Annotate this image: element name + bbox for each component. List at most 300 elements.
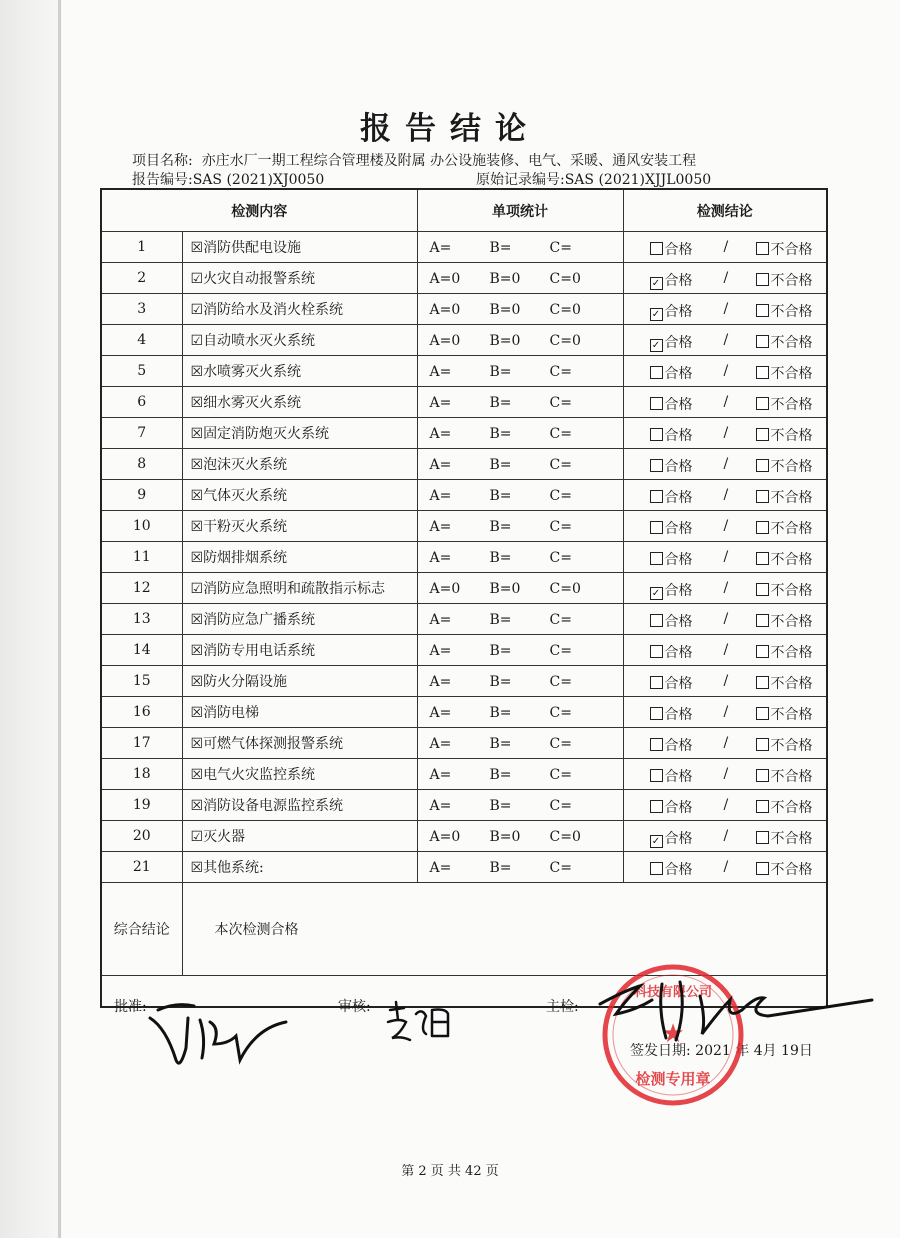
- item-cell: [182, 697, 417, 728]
- item-name: 消防专用电话系统: [203, 643, 316, 659]
- stat-a: A=: [429, 426, 452, 442]
- item-name: 消防应急广播系统: [203, 612, 316, 628]
- stat-b: B=0: [489, 271, 521, 287]
- fail-option: [756, 270, 813, 290]
- fail-option: [756, 859, 813, 879]
- stat-b: B=: [489, 705, 512, 721]
- result-cell: [623, 666, 827, 697]
- item-name: 可燃气体探测报警系统: [203, 736, 344, 752]
- header-conclusion: 检测结论: [623, 189, 827, 232]
- stat-b: B=: [489, 488, 512, 504]
- pass-option: [650, 611, 693, 631]
- table-row: [101, 604, 827, 635]
- project-name: 亦庄水厂一期工程综合管理楼及附属 办公设施装修、电气、采暖、通风安装工程: [201, 153, 697, 169]
- stat-b: B=: [489, 674, 512, 690]
- item-checkbox: ☒: [190, 643, 204, 659]
- binding-margin: [0, 0, 60, 1238]
- stats-cell: [417, 759, 623, 790]
- table-row: [101, 728, 827, 759]
- result-cell: [623, 356, 827, 387]
- row-number: 3: [101, 294, 182, 325]
- pass-label: 合格: [664, 583, 693, 599]
- item-cell: [182, 635, 417, 666]
- item-name: 防火分隔设施: [203, 674, 288, 690]
- item-name: 泡沫灭火系统: [203, 457, 288, 473]
- result-cell: [623, 511, 827, 542]
- item-checkbox: ☒: [190, 364, 204, 380]
- record-number-value: SAS (2021)XJJL0050: [564, 172, 712, 188]
- item-cell: [182, 325, 417, 356]
- pass-label: 合格: [664, 366, 693, 382]
- item-checkbox: ☒: [190, 426, 204, 442]
- pass-option: [650, 270, 693, 290]
- item-checkbox: ☑: [190, 333, 204, 349]
- stat-c: C=0: [549, 581, 581, 597]
- stat-a: A=: [429, 457, 452, 473]
- row-number: 14: [101, 635, 182, 666]
- pass-checkbox: [650, 645, 663, 658]
- stat-b: B=: [489, 240, 512, 256]
- row-number: 18: [101, 759, 182, 790]
- stat-c: C=: [549, 767, 572, 783]
- stat-c: C=: [549, 364, 572, 380]
- result-cell: [623, 387, 827, 418]
- stats-cell: [417, 790, 623, 821]
- stats-cell: [417, 635, 623, 666]
- fail-label: 不合格: [770, 800, 813, 816]
- pass-label: 合格: [664, 862, 693, 878]
- table-row: [101, 759, 827, 790]
- pass-checkbox: [650, 428, 663, 441]
- separator: /: [723, 425, 729, 441]
- row-number: 19: [101, 790, 182, 821]
- stats-cell: [417, 356, 623, 387]
- table-header-row: [101, 189, 827, 232]
- item-name: 灭火器: [203, 829, 246, 845]
- stat-b: B=: [489, 364, 512, 380]
- table-row: [101, 418, 827, 449]
- approver-signature: [136, 988, 296, 1078]
- table-row: [101, 263, 827, 294]
- item-cell: [182, 232, 417, 263]
- pass-option: [650, 518, 693, 538]
- stat-b: B=: [489, 457, 512, 473]
- pass-checkbox: [650, 366, 663, 379]
- fail-option: [756, 673, 813, 693]
- fail-label: 不合格: [770, 459, 813, 475]
- fail-label: 不合格: [770, 831, 813, 847]
- item-checkbox: ☑: [190, 581, 204, 597]
- table-row: [101, 635, 827, 666]
- separator: /: [723, 456, 729, 472]
- item-cell: [182, 790, 417, 821]
- fail-checkbox: [756, 800, 769, 813]
- fail-checkbox: [756, 242, 769, 255]
- item-checkbox: ☒: [190, 519, 204, 535]
- pass-checkbox: [650, 707, 663, 720]
- row-number: 16: [101, 697, 182, 728]
- fail-label: 不合格: [770, 645, 813, 661]
- pass-option: [650, 580, 693, 600]
- pass-label: 合格: [664, 738, 693, 754]
- separator: /: [723, 580, 729, 596]
- item-checkbox: ☒: [190, 612, 204, 628]
- stats-cell: [417, 449, 623, 480]
- item-checkbox: ☒: [190, 395, 204, 411]
- pass-label: 合格: [664, 800, 693, 816]
- fail-option: [756, 549, 813, 569]
- item-checkbox: ☑: [190, 829, 204, 845]
- report-number-value: SAS (2021)XJ0050: [192, 172, 325, 188]
- fail-checkbox: [756, 428, 769, 441]
- row-number: 5: [101, 356, 182, 387]
- result-cell: [623, 263, 827, 294]
- item-cell: [182, 449, 417, 480]
- row-number: 15: [101, 666, 182, 697]
- row-number: 4: [101, 325, 182, 356]
- stat-a: A=: [429, 674, 452, 690]
- stats-cell: [417, 325, 623, 356]
- pass-checkbox: ✓: [650, 308, 663, 321]
- fail-option: [756, 301, 813, 321]
- result-cell: [623, 418, 827, 449]
- fail-label: 不合格: [770, 862, 813, 878]
- pass-label: 合格: [664, 552, 693, 568]
- separator: /: [723, 518, 729, 534]
- pass-option: [650, 673, 693, 693]
- fail-checkbox: [756, 459, 769, 472]
- separator: /: [723, 704, 729, 720]
- seal-star: ★: [661, 1019, 685, 1049]
- result-cell: [623, 759, 827, 790]
- separator: /: [723, 394, 729, 410]
- stat-a: A=: [429, 364, 452, 380]
- item-cell: [182, 728, 417, 759]
- pass-checkbox: [650, 242, 663, 255]
- fail-label: 不合格: [770, 738, 813, 754]
- stat-b: B=: [489, 736, 512, 752]
- fail-option: [756, 580, 813, 600]
- row-number: 21: [101, 852, 182, 883]
- stat-a: A=0: [429, 829, 461, 845]
- row-number: 10: [101, 511, 182, 542]
- fail-label: 不合格: [770, 614, 813, 630]
- item-name: 干粉灭火系统: [203, 519, 288, 535]
- stat-c: C=: [549, 798, 572, 814]
- fail-label: 不合格: [770, 397, 813, 413]
- stats-cell: [417, 232, 623, 263]
- reviewer-signature: [382, 996, 462, 1048]
- fail-label: 不合格: [770, 273, 813, 289]
- report-number-label: 报告编号:: [132, 172, 193, 188]
- pass-option: [650, 425, 693, 445]
- stat-a: A=: [429, 519, 452, 535]
- pass-option: [650, 301, 693, 321]
- item-cell: [182, 604, 417, 635]
- pass-label: 合格: [664, 242, 693, 258]
- item-checkbox: ☒: [190, 767, 204, 783]
- pass-checkbox: ✓: [650, 587, 663, 600]
- pass-option: [650, 456, 693, 476]
- seal-text: 检测专用章: [635, 1070, 711, 1088]
- record-number-label: 原始记录编号:: [476, 172, 565, 188]
- item-checkbox: ☒: [190, 488, 204, 504]
- item-name: 防烟排烟系统: [203, 550, 288, 566]
- fail-checkbox: [756, 738, 769, 751]
- stat-b: B=: [489, 550, 512, 566]
- stat-a: A=0: [429, 271, 461, 287]
- item-cell: [182, 263, 417, 294]
- fail-checkbox: [756, 490, 769, 503]
- item-checkbox: ☒: [190, 457, 204, 473]
- stat-c: C=: [549, 674, 572, 690]
- pass-label: 合格: [664, 831, 693, 847]
- fail-option: [756, 239, 813, 259]
- stats-cell: [417, 666, 623, 697]
- header-stats: 单项统计: [417, 189, 623, 232]
- table-row: [101, 573, 827, 604]
- fail-option: [756, 363, 813, 383]
- pass-option: [650, 487, 693, 507]
- pass-label: 合格: [664, 459, 693, 475]
- record-number-line: [476, 171, 711, 189]
- pass-checkbox: [650, 676, 663, 689]
- separator: /: [723, 611, 729, 627]
- stat-c: C=0: [549, 302, 581, 318]
- pass-label: 合格: [664, 428, 693, 444]
- stat-a: A=: [429, 395, 452, 411]
- table-row: [101, 542, 827, 573]
- row-number: 11: [101, 542, 182, 573]
- item-checkbox: ☒: [190, 674, 204, 690]
- item-checkbox: ☒: [190, 240, 204, 256]
- separator: /: [723, 828, 729, 844]
- pass-option: [650, 828, 693, 848]
- pass-option: [650, 332, 693, 352]
- fail-option: [756, 456, 813, 476]
- item-name: 自动喷水灭火系统: [203, 333, 316, 349]
- separator: /: [723, 487, 729, 503]
- item-cell: [182, 666, 417, 697]
- stat-a: A=0: [429, 333, 461, 349]
- pass-checkbox: [650, 800, 663, 813]
- pass-label: 合格: [664, 769, 693, 785]
- table-row: [101, 325, 827, 356]
- result-cell: [623, 573, 827, 604]
- review-label: 审核:: [338, 999, 371, 1015]
- fail-checkbox: [756, 614, 769, 627]
- fail-label: 不合格: [770, 583, 813, 599]
- pass-label: 合格: [664, 614, 693, 630]
- pass-checkbox: [650, 521, 663, 534]
- item-cell: [182, 511, 417, 542]
- pass-label: 合格: [664, 521, 693, 537]
- item-cell: [182, 852, 417, 883]
- result-cell: [623, 635, 827, 666]
- stat-a: A=: [429, 767, 452, 783]
- page-title: 报告结论: [360, 111, 540, 147]
- stat-a: A=0: [429, 302, 461, 318]
- header-content: 检测内容: [101, 189, 417, 232]
- stats-cell: [417, 728, 623, 759]
- stat-c: C=: [549, 550, 572, 566]
- table-row: [101, 294, 827, 325]
- stat-c: C=: [549, 457, 572, 473]
- pass-option: [650, 704, 693, 724]
- stats-cell: [417, 697, 623, 728]
- stat-b: B=: [489, 395, 512, 411]
- item-cell: [182, 542, 417, 573]
- stat-c: C=: [549, 240, 572, 256]
- stat-c: C=0: [549, 333, 581, 349]
- fail-option: [756, 735, 813, 755]
- result-cell: [623, 604, 827, 635]
- pass-option: [650, 797, 693, 817]
- row-number: 2: [101, 263, 182, 294]
- fail-checkbox: [756, 552, 769, 565]
- fail-label: 不合格: [770, 521, 813, 537]
- pass-option: [650, 394, 693, 414]
- result-cell: [623, 325, 827, 356]
- stat-c: C=: [549, 488, 572, 504]
- result-cell: [623, 449, 827, 480]
- stat-b: B=: [489, 643, 512, 659]
- fail-label: 不合格: [770, 428, 813, 444]
- row-number: 6: [101, 387, 182, 418]
- page-number: 第 2 页 共 42 页: [401, 1164, 499, 1179]
- fail-checkbox: [756, 366, 769, 379]
- table-row: [101, 480, 827, 511]
- fail-option: [756, 642, 813, 662]
- pass-checkbox: [650, 738, 663, 751]
- item-cell: [182, 759, 417, 790]
- item-cell: [182, 387, 417, 418]
- pass-label: 合格: [664, 273, 693, 289]
- pass-option: [650, 859, 693, 879]
- table-row: [101, 449, 827, 480]
- row-number: 7: [101, 418, 182, 449]
- item-name: 其他系统:: [203, 860, 264, 876]
- fail-option: [756, 394, 813, 414]
- stat-c: C=: [549, 736, 572, 752]
- separator: /: [723, 859, 729, 875]
- item-checkbox: ☒: [190, 860, 204, 876]
- item-cell: [182, 418, 417, 449]
- stat-c: C=: [549, 705, 572, 721]
- separator: /: [723, 239, 729, 255]
- pass-checkbox: ✓: [650, 277, 663, 290]
- row-number: 8: [101, 449, 182, 480]
- fail-option: [756, 828, 813, 848]
- item-checkbox: ☒: [190, 705, 204, 721]
- stat-c: C=0: [549, 829, 581, 845]
- stat-a: A=: [429, 860, 452, 876]
- pass-checkbox: ✓: [650, 339, 663, 352]
- fail-checkbox: [756, 335, 769, 348]
- stat-a: A=: [429, 736, 452, 752]
- fail-label: 不合格: [770, 707, 813, 723]
- fail-label: 不合格: [770, 490, 813, 506]
- result-cell: [623, 232, 827, 263]
- item-checkbox: ☒: [190, 798, 204, 814]
- result-cell: [623, 790, 827, 821]
- item-name: 消防设备电源监控系统: [203, 798, 344, 814]
- pass-checkbox: [650, 490, 663, 503]
- item-name: 电气火灾监控系统: [203, 767, 316, 783]
- summary-label: 综合结论: [101, 883, 182, 976]
- stat-b: B=: [489, 767, 512, 783]
- result-cell: [623, 480, 827, 511]
- item-cell: [182, 573, 417, 604]
- pass-checkbox: [650, 862, 663, 875]
- stats-cell: [417, 294, 623, 325]
- project-line: [132, 152, 696, 170]
- separator: /: [723, 301, 729, 317]
- item-cell: [182, 356, 417, 387]
- conclusion-table: [100, 188, 828, 1059]
- stats-cell: [417, 511, 623, 542]
- stats-cell: [417, 573, 623, 604]
- stats-cell: [417, 387, 623, 418]
- separator: /: [723, 797, 729, 813]
- separator: /: [723, 673, 729, 689]
- stat-a: A=0: [429, 581, 461, 597]
- item-checkbox: ☑: [190, 302, 204, 318]
- item-name: 气体灭火系统: [203, 488, 288, 504]
- item-name: 细水雾灭火系统: [203, 395, 302, 411]
- pass-checkbox: [650, 459, 663, 472]
- stats-cell: [417, 821, 623, 852]
- issue-date: 签发日期: 2021 年 4月 19日: [630, 1043, 813, 1059]
- fail-option: [756, 487, 813, 507]
- summary-text: 本次检测合格: [182, 883, 827, 976]
- fail-option: [756, 425, 813, 445]
- stat-b: B=: [489, 519, 512, 535]
- separator: /: [723, 642, 729, 658]
- pass-option: [650, 363, 693, 383]
- stat-a: A=: [429, 240, 452, 256]
- separator: /: [723, 549, 729, 565]
- item-name: 水喷雾灭火系统: [203, 364, 302, 380]
- fail-label: 不合格: [770, 366, 813, 382]
- stats-cell: [417, 604, 623, 635]
- fail-option: [756, 766, 813, 786]
- fail-checkbox: [756, 862, 769, 875]
- report-number-line: [132, 171, 324, 189]
- fail-option: [756, 797, 813, 817]
- stats-cell: [417, 418, 623, 449]
- stat-b: B=: [489, 798, 512, 814]
- fail-checkbox: [756, 304, 769, 317]
- pass-checkbox: [650, 769, 663, 782]
- item-name: 固定消防炮灭火系统: [203, 426, 330, 442]
- fail-label: 不合格: [770, 552, 813, 568]
- item-name: 消防电梯: [203, 705, 260, 721]
- table-row: [101, 666, 827, 697]
- row-number: 20: [101, 821, 182, 852]
- row-number: 1: [101, 232, 182, 263]
- pass-checkbox: [650, 552, 663, 565]
- fail-option: [756, 611, 813, 631]
- fail-checkbox: [756, 397, 769, 410]
- row-number: 13: [101, 604, 182, 635]
- separator: /: [723, 332, 729, 348]
- item-checkbox: ☑: [190, 271, 204, 287]
- stat-b: B=0: [489, 829, 521, 845]
- table-body: [101, 232, 827, 883]
- item-name: 消防给水及消火栓系统: [203, 302, 344, 318]
- stats-cell: [417, 852, 623, 883]
